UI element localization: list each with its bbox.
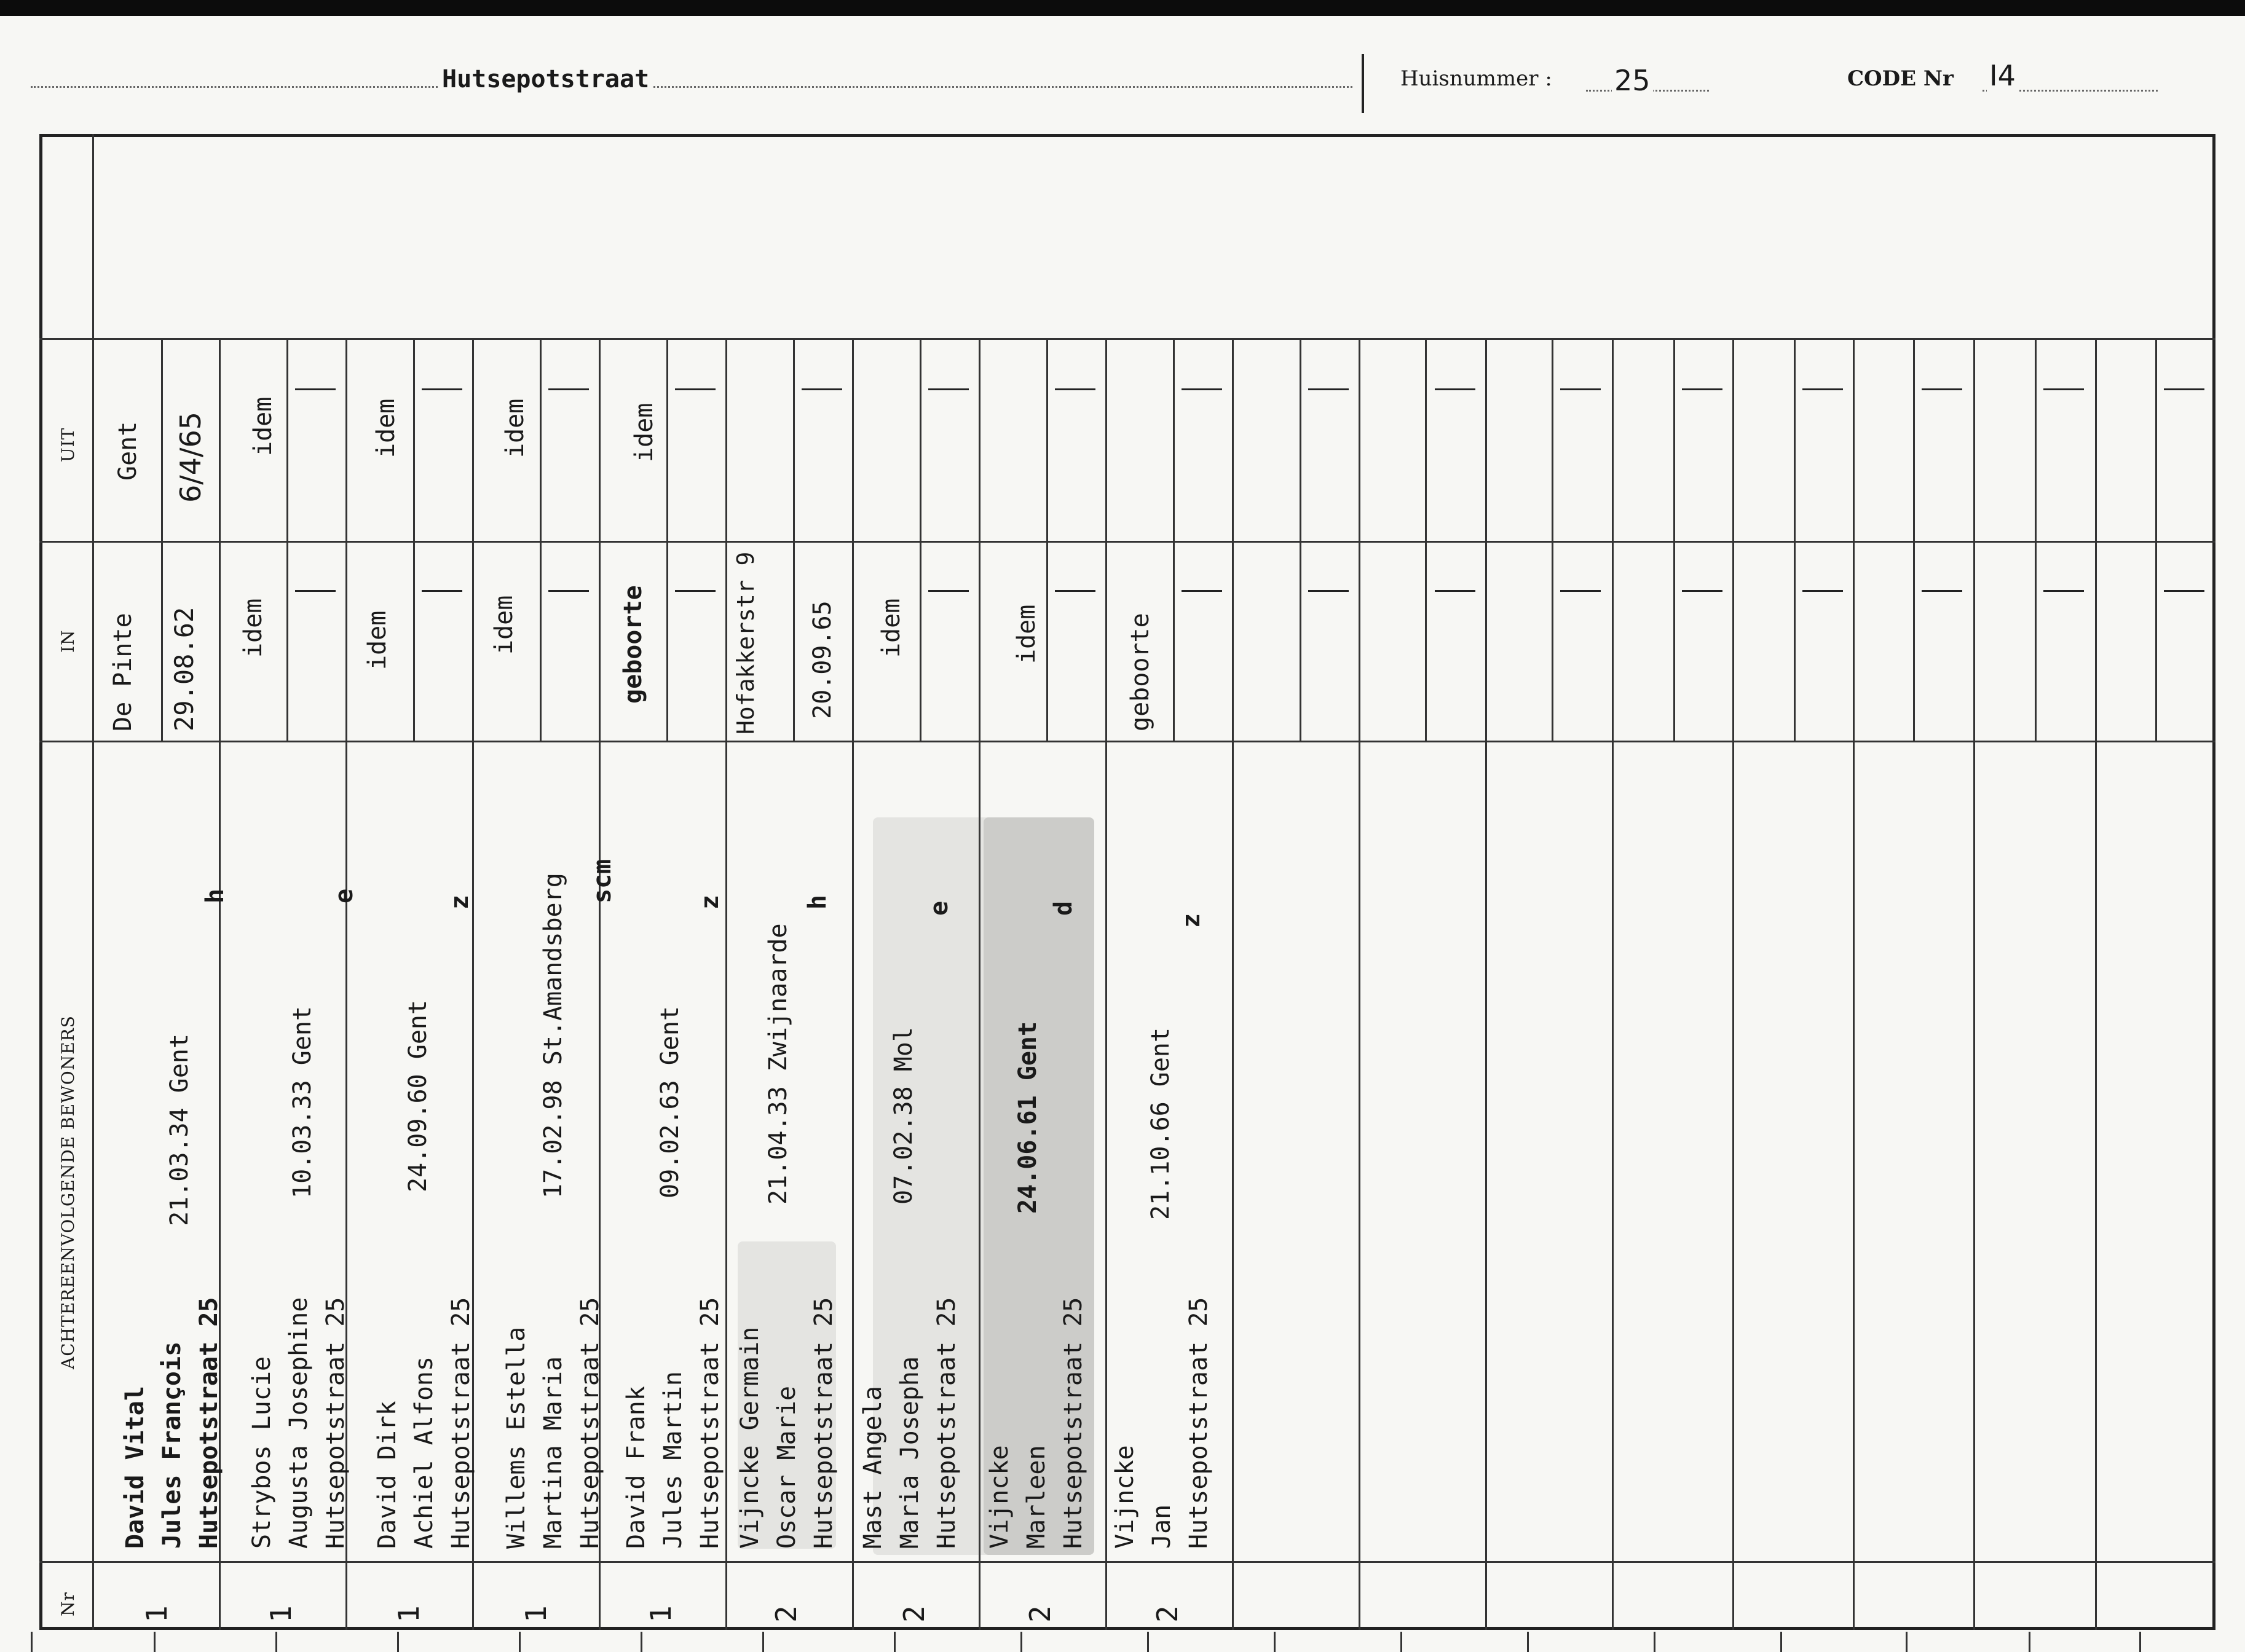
col-divider: [1732, 338, 1734, 1630]
row-number: 1: [519, 1605, 553, 1622]
col-divider: [2095, 338, 2097, 1630]
resident-code: h: [803, 894, 832, 910]
empty-dash: [1922, 590, 1962, 592]
label-bewoners: ACHTEREENVOLGENDE BEWONERS: [58, 1015, 78, 1369]
row-line-bewoners-top: [39, 741, 2215, 742]
sub-divider: [666, 338, 668, 741]
in-place: geboorte: [1126, 613, 1154, 731]
col-divider: [1973, 338, 1975, 1630]
empty-dash: [295, 590, 336, 592]
bottom-tick: [31, 1632, 33, 1652]
resident-entry-2: [243, 1297, 354, 1549]
sub-divider: [2035, 338, 2037, 741]
empty-dash: [2043, 590, 2084, 592]
empty-dash: [1682, 388, 1722, 390]
resident-entry-3: [369, 1297, 479, 1549]
in-place: Hofakkerstr 9: [732, 551, 759, 734]
resident-address: Hutsepotstraat 25: [810, 1297, 838, 1549]
resident-code: z: [1177, 913, 1205, 928]
row-number: 2: [898, 1605, 931, 1622]
bottom-tick: [2029, 1632, 2030, 1652]
resident-birth: 17.02.98 St.Amandsberg: [539, 873, 567, 1198]
resident-entry-8: [981, 1297, 1092, 1549]
in-date: 29.08.62: [169, 607, 199, 731]
bottom-tick: [154, 1632, 156, 1652]
sub-divider: [1673, 338, 1675, 741]
empty-dash: [928, 590, 969, 592]
empty-dash: [295, 388, 336, 390]
resident-entry-4: [498, 1297, 609, 1549]
resident-code: h: [201, 888, 229, 903]
row-number: 1: [140, 1605, 173, 1622]
empty-dash: [1055, 590, 1095, 592]
empty-dash: [1055, 388, 1095, 390]
empty-dash: [928, 388, 969, 390]
resident-birth: 24.06.61 Gent: [1014, 1021, 1042, 1214]
resident-address: Hutsepotstraat 25: [447, 1297, 475, 1549]
resident-birth: 09.02.63 Gent: [656, 1005, 684, 1198]
bottom-tick: [1274, 1632, 1276, 1652]
resident-name: Strybos Lucie: [248, 1356, 276, 1549]
bottom-tick: [1020, 1632, 1022, 1652]
empty-dash: [1182, 388, 1222, 390]
in-place: idem: [363, 610, 392, 670]
resident-name: Vijncke: [985, 1445, 1014, 1549]
uit-place: Gent: [114, 421, 142, 481]
resident-birth: 10.03.33 Gent: [288, 1005, 317, 1198]
resident-code: e: [925, 900, 953, 916]
resident-address: Hutsepotstraat 25: [576, 1297, 604, 1549]
bottom-tick: [397, 1632, 399, 1652]
col-divider: [1853, 338, 1855, 1630]
bottom-tick: [1400, 1632, 1402, 1652]
bottom-tick: [1780, 1632, 1782, 1652]
sub-divider: [1425, 338, 1427, 741]
resident-name: Mast Angela: [859, 1386, 887, 1549]
resident-name: Vijncke: [1111, 1445, 1139, 1549]
sub-divider: [2155, 338, 2157, 741]
resident-entry-1: [117, 1297, 227, 1549]
sub-divider: [413, 338, 415, 741]
bottom-tick: [2139, 1632, 2141, 1652]
sub-divider: [1913, 338, 1915, 741]
empty-dash: [1435, 388, 1475, 390]
resident-name: David Dirk: [373, 1401, 401, 1549]
bottom-tick: [275, 1632, 277, 1652]
row-number: 1: [264, 1605, 298, 1622]
resident-given-names: Martina Maria: [539, 1356, 567, 1549]
col-divider: [1359, 338, 1360, 1630]
resident-given-names: Augusta Josephine: [285, 1297, 313, 1549]
row-line-nr-top: [39, 1561, 2215, 1563]
uit-date: 6/4/65: [174, 411, 207, 503]
resident-name: David Frank: [622, 1386, 650, 1549]
empty-dash: [1435, 590, 1475, 592]
empty-dash: [2043, 388, 2084, 390]
resident-given-names: Achiel Alfons: [410, 1356, 438, 1549]
resident-birth: 24.09.60 Gent: [404, 999, 432, 1192]
resident-birth: 21.04.33 Zwijnaarde: [764, 923, 792, 1205]
row-line-in-top: [39, 541, 2215, 543]
empty-dash: [1922, 388, 1962, 390]
resident-name: Vijncke Germain: [736, 1326, 764, 1549]
sub-divider: [793, 338, 795, 741]
row-line-uit-top: [39, 338, 2215, 340]
empty-dash: [1560, 590, 1601, 592]
code-value: I4: [1987, 59, 2018, 92]
in-place: De Pinte: [109, 613, 137, 731]
row-number: 2: [1024, 1605, 1057, 1622]
empty-dash: [1308, 388, 1349, 390]
label-column-divider: [92, 134, 94, 1630]
empty-dash: [2164, 388, 2204, 390]
code-label: CODE Nr: [1847, 66, 1954, 91]
in-place: idem: [239, 598, 267, 658]
empty-dash: [1182, 590, 1222, 592]
street-name: Hutsepotstraat: [440, 65, 652, 93]
sub-divider: [1794, 338, 1796, 741]
empty-dash: [422, 590, 462, 592]
uit-place: idem: [372, 398, 400, 458]
resident-given-names: Jan: [1148, 1504, 1176, 1549]
sub-divider: [1173, 338, 1175, 741]
sub-divider: [286, 338, 288, 741]
empty-dash: [1308, 590, 1349, 592]
resident-name: Willems Estella: [502, 1326, 531, 1549]
empty-dash: [1560, 388, 1601, 390]
resident-code: e: [330, 888, 358, 903]
empty-dash: [1802, 388, 1843, 390]
sub-divider: [1046, 338, 1048, 741]
col-divider: [1485, 338, 1487, 1630]
sub-divider: [1300, 338, 1301, 741]
bottom-tick: [1147, 1632, 1149, 1652]
in-place: idem: [1012, 604, 1041, 664]
resident-address: Hutsepotstraat 25: [322, 1297, 350, 1549]
sub-divider: [1552, 338, 1553, 741]
resident-given-names: Jules François: [158, 1341, 186, 1549]
resident-address: Hutsepotstraat 25: [933, 1297, 961, 1549]
in-place: idem: [877, 598, 905, 658]
bottom-tick: [1527, 1632, 1529, 1652]
col-divider: [1232, 338, 1234, 1630]
row-number: 2: [1151, 1605, 1184, 1622]
resident-given-names: Maria Josepha: [896, 1356, 924, 1549]
col-divider: [852, 338, 854, 1630]
row-number: 1: [644, 1605, 677, 1622]
scan-top-border: [0, 0, 2245, 16]
resident-entry-5: [618, 1297, 728, 1549]
bottom-tick: [894, 1632, 896, 1652]
empty-dash: [802, 388, 842, 390]
bottom-tick: [519, 1632, 521, 1652]
empty-dash: [1682, 590, 1722, 592]
label-nr: Nr: [58, 1592, 78, 1616]
resident-address: Hutsepotstraat 25: [1059, 1297, 1087, 1549]
resident-given-names: Marleen: [1022, 1445, 1051, 1549]
street-dotted-line: [31, 86, 1352, 88]
empty-dash: [675, 388, 716, 390]
resident-code: z: [696, 894, 724, 910]
empty-dash: [548, 590, 589, 592]
empty-dash: [675, 590, 716, 592]
resident-code: scm: [588, 859, 617, 903]
header-separator: [1362, 54, 1364, 113]
empty-dash: [422, 388, 462, 390]
resident-given-names: Jules Martin: [659, 1371, 687, 1549]
in-date: 20.09.65: [808, 600, 837, 719]
empty-dash: [2164, 590, 2204, 592]
resident-entry-9: [1107, 1297, 1217, 1549]
resident-code: z: [446, 894, 474, 910]
resident-entry-7: [854, 1297, 965, 1549]
label-uit: UIT: [58, 427, 78, 462]
label-in: IN: [58, 629, 78, 653]
in-place: idem: [490, 595, 518, 655]
row-number: 2: [770, 1605, 803, 1622]
sub-divider: [920, 338, 921, 741]
sub-divider: [161, 338, 163, 741]
empty-dash: [548, 388, 589, 390]
uit-place: idem: [249, 396, 277, 456]
resident-name: David Vital: [121, 1386, 149, 1549]
resident-address: Hutsepotstraat 25: [1185, 1297, 1213, 1549]
huisnummer-label: Huisnummer :: [1400, 66, 1552, 91]
resident-entry-6: [732, 1297, 842, 1549]
bottom-tick: [762, 1632, 764, 1652]
resident-address: Hutsepotstraat 25: [696, 1297, 724, 1549]
in-place: geboorte: [619, 585, 647, 704]
resident-address: Hutsepotstraat 25: [195, 1297, 223, 1549]
resident-birth: 07.02.38 Mol: [890, 1027, 918, 1205]
row-number: 1: [392, 1605, 425, 1622]
bottom-tick: [641, 1632, 642, 1652]
resident-birth: 21.10.66 Gent: [1146, 1027, 1175, 1220]
bottom-tick: [1654, 1632, 1655, 1652]
bottom-tick: [1906, 1632, 1908, 1652]
uit-place: idem: [630, 403, 658, 462]
col-divider: [1612, 338, 1614, 1630]
resident-code: d: [1049, 900, 1078, 916]
uit-place: idem: [501, 398, 529, 458]
empty-dash: [1802, 590, 1843, 592]
resident-birth: 21.03.34 Gent: [165, 1033, 194, 1226]
huisnummer-value: 25: [1612, 64, 1653, 97]
sub-divider: [540, 338, 542, 741]
resident-given-names: Oscar Marie: [773, 1386, 801, 1549]
